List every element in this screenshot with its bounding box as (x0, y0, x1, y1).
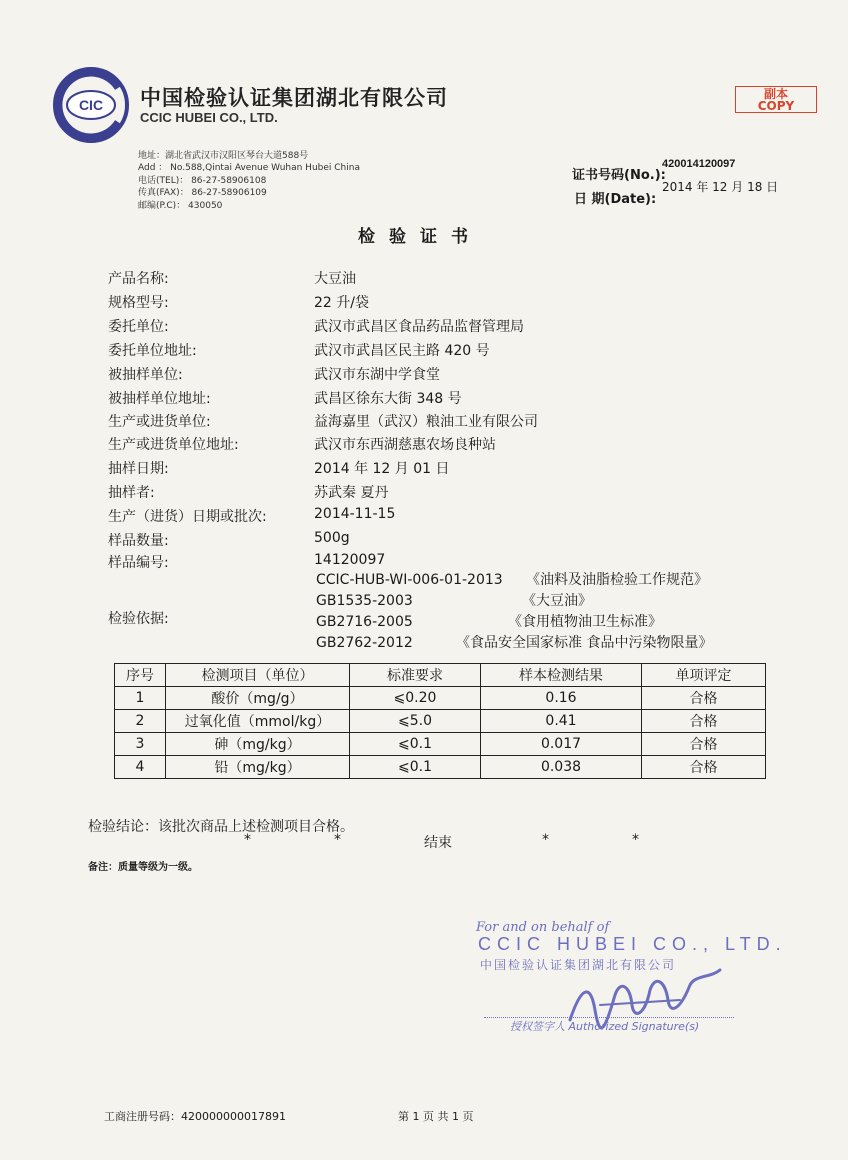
table-cell: ⩽0.1 (350, 756, 481, 779)
basis-item (316, 612, 662, 633)
table-header-row (115, 664, 766, 687)
field-value: 2014-11-15 (314, 506, 396, 522)
basis-label: 检验依据: (108, 611, 169, 627)
table-header: 样本检测结果 (481, 664, 642, 687)
table-row (115, 687, 766, 710)
table-cell: 3 (115, 733, 166, 756)
copy-stamp-en: COPY (757, 99, 795, 113)
cert-no-label: 证书号码(No.): (572, 168, 666, 183)
table-row (115, 733, 766, 756)
company-name-cn: 中国检验认证集团湖北有限公司 (140, 86, 448, 110)
end-mark: 结束 (424, 835, 452, 851)
basis-item (316, 570, 708, 591)
field-value: 益海嘉里（武汉）粮油工业有限公司 (314, 414, 538, 430)
table-cell: 合格 (642, 756, 766, 779)
table-cell: 铅（mg/kg） (166, 756, 350, 779)
remark-text: 备注：质量等级为一级。 (88, 862, 198, 873)
address-line: 邮编(P.C)： 430050 (138, 200, 223, 211)
basis-name: 《大豆油》 (522, 593, 592, 609)
table-cell: 1 (115, 687, 166, 710)
star-mark: * (632, 832, 639, 848)
table-cell: 0.16 (481, 687, 642, 710)
basis-code: GB2716-2005 (316, 614, 413, 630)
table-row (115, 710, 766, 733)
table-cell: 过氧化值（mmol/kg） (166, 710, 350, 733)
table-cell: 合格 (642, 733, 766, 756)
field-label: 规格型号: (108, 295, 169, 311)
table-cell: 合格 (642, 710, 766, 733)
basis-code: CCIC-HUB-WI-006-01-2013 (316, 572, 503, 588)
star-mark: * (244, 832, 251, 848)
table-cell: ⩽5.0 (350, 710, 481, 733)
table-cell: 合格 (642, 687, 766, 710)
table-cell: 0.41 (481, 710, 642, 733)
date-label: 日 期(Date): (574, 192, 657, 207)
table-cell: 酸价（mg/g） (166, 687, 350, 710)
conclusion-text: 检验结论：该批次商品上述检测项目合格。 (88, 819, 354, 835)
basis-item (316, 591, 592, 612)
field-label: 抽样日期: (108, 461, 169, 477)
document-title: 检验证书 (358, 227, 482, 247)
signature-line (484, 1017, 734, 1018)
field-value: 武汉市武昌区食品药品监督管理局 (314, 319, 524, 335)
table-row (115, 756, 766, 779)
basis-code: GB2762-2012 (316, 635, 413, 651)
basis-name: 《食用植物油卫生标准》 (508, 614, 662, 630)
table-cell: ⩽0.20 (350, 687, 481, 710)
registration-number: 工商注册号码：420000000017891 (104, 1110, 286, 1123)
field-value: 武汉市武昌区民主路 420 号 (314, 343, 490, 359)
copy-stamp (735, 86, 817, 113)
table-cell: ⩽0.1 (350, 733, 481, 756)
stamp-line: 中国检验认证集团湖北有限公司 (480, 958, 677, 972)
field-label: 生产（进货）日期或批次: (108, 509, 267, 525)
field-value: 武汉市东湖中学食堂 (314, 367, 440, 383)
table-cell: 0.038 (481, 756, 642, 779)
table-cell: 4 (115, 756, 166, 779)
star-mark: * (542, 832, 549, 848)
field-value: 14120097 (314, 552, 386, 568)
table-header: 标准要求 (350, 664, 481, 687)
address-block (138, 150, 360, 212)
company-name-en: CCIC HUBEI CO., LTD. (140, 110, 278, 125)
stamp-line: 授权签字人 Authorized Signature(s) (510, 1020, 700, 1033)
address-line: 地址：湖北省武汉市汉阳区琴台大道588号 (138, 151, 309, 161)
field-value: 大豆油 (314, 271, 356, 287)
field-label: 委托单位地址: (108, 343, 197, 359)
basis-name: 《油料及油脂检验工作规范》 (526, 572, 708, 588)
address-line: Add ： No.588,Qintai Avenue Wuhan Hubei China (138, 163, 360, 174)
results-table (114, 663, 766, 779)
basis-code: GB1535-2003 (316, 593, 413, 609)
basis-name: 《食品安全国家标准 食品中污染物限量》 (456, 635, 713, 651)
field-label: 抽样者: (108, 485, 155, 501)
ccic-logo (52, 66, 130, 144)
field-value: 2014 年 12 月 01 日 (314, 461, 450, 477)
field-value: 武汉市东西湖慈惠农场良种站 (314, 437, 496, 453)
field-label: 被抽样单位: (108, 367, 183, 383)
handwritten-signature (560, 960, 730, 1040)
cert-no-value: 420014120097 (662, 158, 736, 170)
page-number: 第 1 页 共 1 页 (398, 1110, 474, 1123)
logo-text: CIC (78, 97, 104, 113)
field-value: 苏武秦 夏丹 (314, 485, 389, 501)
field-label: 被抽样单位地址: (108, 391, 211, 407)
field-value: 22 升/袋 (314, 295, 369, 311)
field-label: 委托单位: (108, 319, 169, 335)
table-cell: 砷（mg/kg） (166, 733, 350, 756)
table-cell: 2 (115, 710, 166, 733)
star-mark: * (334, 832, 341, 848)
address-line: 传真(FAX)： 86-27-58906109 (138, 188, 267, 199)
field-label: 生产或进货单位: (108, 414, 211, 430)
field-label: 样品编号: (108, 555, 169, 571)
table-header: 单项评定 (642, 664, 766, 687)
stamp-line: CCIC HUBEI CO., LTD. (478, 934, 787, 954)
field-label: 生产或进货单位地址: (108, 437, 239, 453)
basis-list (316, 570, 713, 654)
copy-stamp-cn: 副本 (763, 87, 788, 101)
field-value: 武昌区徐东大街 348 号 (314, 391, 462, 407)
field-value: 500g (314, 530, 350, 546)
table-cell: 0.017 (481, 733, 642, 756)
field-label: 产品名称: (108, 271, 169, 287)
table-header: 序号 (115, 664, 166, 687)
address-line: 电话(TEL)： 86-27-58906108 (138, 175, 267, 186)
date-value: 2014 年 12 月 18 日 (662, 180, 779, 194)
table-header: 检测项目（单位） (166, 664, 350, 687)
stamp-line: For and on behalf of (476, 920, 610, 935)
field-label: 样品数量: (108, 533, 169, 549)
basis-item (316, 633, 713, 654)
